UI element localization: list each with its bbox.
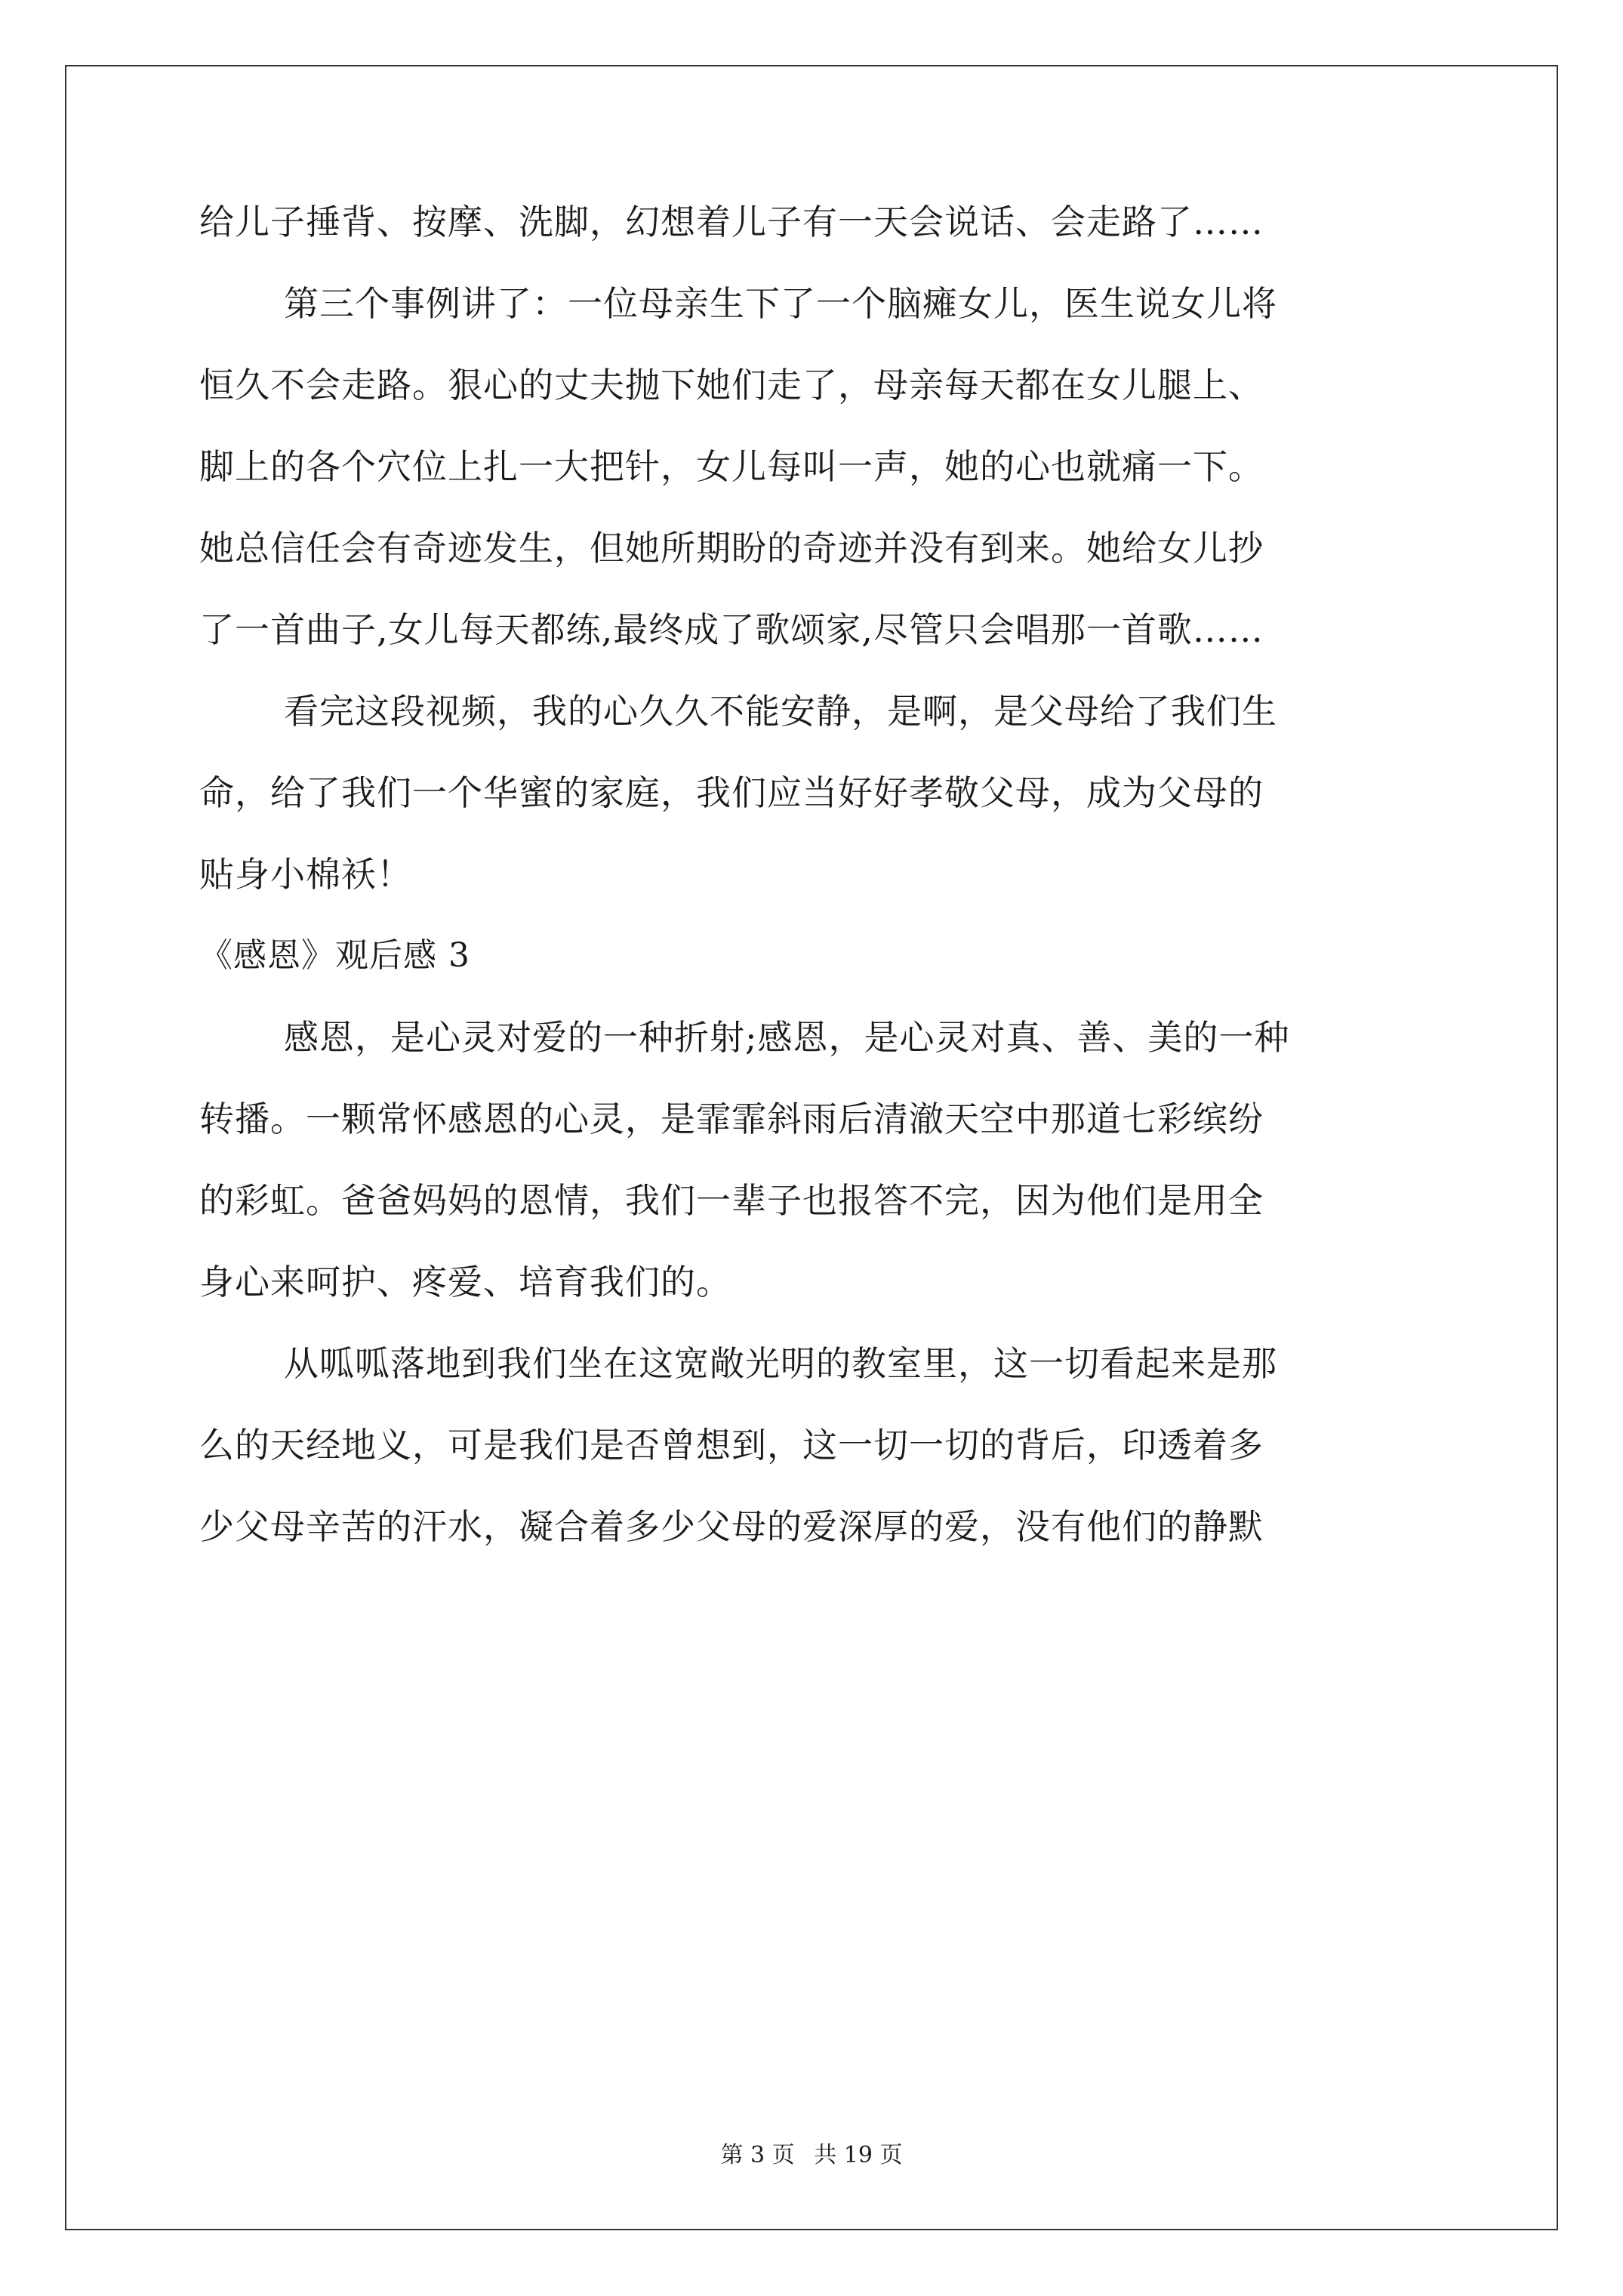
text-line: 么的天经地义，可是我们是否曾想到，这一切一切的背后，印透着多 (199, 1425, 1264, 1465)
section-heading: 《感恩》观后感 3 (199, 936, 470, 975)
document-body (199, 181, 1437, 1567)
text-line: 第三个事例讲了：一位母亲生下了一个脑瘫女儿，医生说女儿将 (284, 283, 1277, 324)
text-line: 少父母辛苦的汗水，凝合着多少父母的爱深厚的爱，没有他们的静默 (199, 1506, 1264, 1547)
text-line: 贴身小棉袄！ (199, 854, 412, 895)
text-line: 的彩虹。爸爸妈妈的恩情，我们一辈子也报答不完，因为他们是用全 (199, 1180, 1264, 1221)
text-line: 转播。一颗常怀感恩的心灵，是霏霏斜雨后清澈天空中那道七彩缤纷 (199, 1099, 1264, 1139)
text-line: 命，给了我们一个华蜜的家庭，我们应当好好孝敬父母，成为父母的 (199, 772, 1264, 813)
page-number: 第 3 页 (720, 2142, 795, 2168)
page-total: 共 19 页 (814, 2142, 903, 2168)
text-line: 了一首曲子,女儿每天都练,最终成了歌颂家,尽管只会唱那一首歌…… (199, 609, 1264, 650)
text-line: 她总信任会有奇迹发生，但她所期盼的奇迹并没有到来。她给女儿抄 (199, 528, 1264, 569)
text-line: 恒久不会走路。狠心的丈夫抛下她们走了，母亲每天都在女儿腿上、 (199, 365, 1264, 405)
text-line: 脚上的各个穴位上扎一大把针，女儿每叫一声，她的心也就痛一下。 (199, 446, 1264, 487)
text-line: 身心来呵护、疼爱、培育我们的。 (199, 1262, 731, 1302)
text-line: 看完这段视频，我的心久久不能安静，是啊，是父母给了我们生 (284, 691, 1277, 732)
page-footer (0, 2140, 1623, 2171)
text-line: 从呱呱落地到我们坐在这宽敞光明的教室里，这一切看起来是那 (284, 1343, 1277, 1384)
text-line: 给儿子捶背、按摩、洗脚，幻想着儿子有一天会说话、会走路了…… (199, 202, 1264, 242)
text-line: 感恩，是心灵对爱的一种折射;感恩，是心灵对真、善、美的一种 (284, 1017, 1290, 1058)
